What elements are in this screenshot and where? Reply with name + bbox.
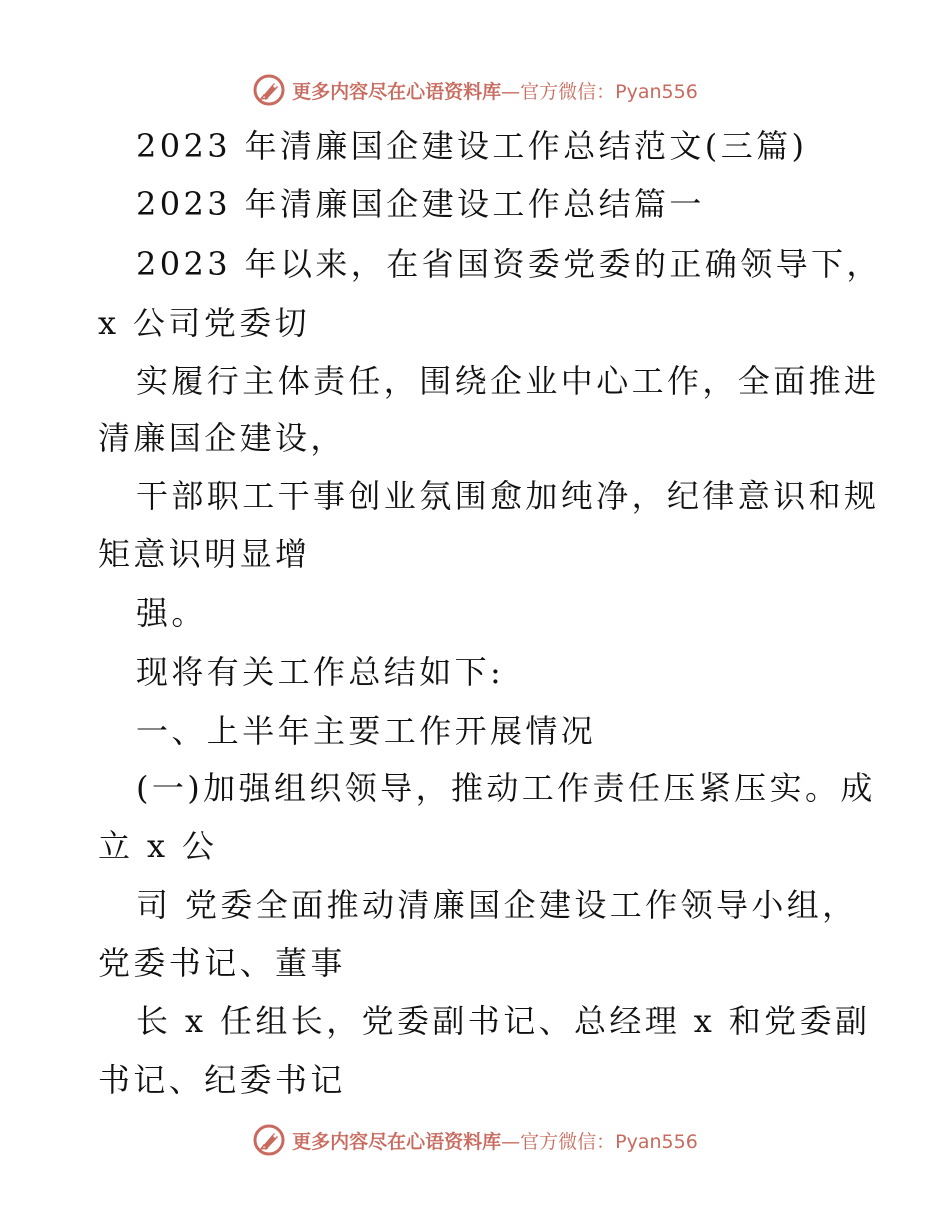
watermark-separator: — <box>501 1130 521 1153</box>
paragraph-line: 实履行主体责任，围绕企业中心工作，全面推进 <box>136 362 880 400</box>
watermark-wechat-text: 官方微信：Pyan556 <box>520 80 698 103</box>
watermark-text <box>292 1127 698 1154</box>
paragraph-line: 清廉国企建设， <box>98 419 346 457</box>
paragraph-line: 司 党委全面推动清廉国企建设工作领导小组， <box>136 886 858 924</box>
paragraph-line: 强。 <box>136 594 207 632</box>
paragraph-line: x 公司党委切 <box>98 304 311 342</box>
watermark-site-text: 更多内容尽在心语资料库 <box>292 1130 502 1153</box>
watermark-separator: — <box>501 80 521 103</box>
paragraph-line: 立 x 公 <box>98 827 218 865</box>
subsection-heading: 一、上半年主要工作开展情况 <box>136 712 597 750</box>
watermark-site-text: 更多内容尽在心语资料库 <box>292 80 502 103</box>
paragraph-line: 2023 年以来，在省国资委党委的正确领导下， <box>136 245 882 283</box>
pen-nib-logo-icon <box>252 1123 286 1157</box>
paragraph-line: 书记、纪委书记 <box>98 1061 346 1099</box>
paragraph-line: 矩意识明显增 <box>98 535 311 573</box>
paragraph-line: 现将有关工作总结如下: <box>136 653 505 691</box>
watermark-wechat-text: 官方微信：Pyan556 <box>520 1130 698 1153</box>
paragraph-line: 长 x 任组长，党委副书记、总经理 x 和党委副 <box>136 1002 871 1040</box>
document-title: 2023 年清廉国企建设工作总结范文(三篇) <box>136 127 808 165</box>
paragraph-line: (一)加强组织领导，推动工作责任压紧压实。成 <box>136 769 876 807</box>
paragraph-line: 党委书记、董事 <box>98 944 346 982</box>
footer-watermark-banner <box>0 1120 950 1160</box>
paragraph-line: 干部职工干事创业氛围愈加纯净，纪律意识和规 <box>136 477 880 515</box>
section-heading: 2023 年清廉国企建设工作总结篇一 <box>136 185 705 223</box>
